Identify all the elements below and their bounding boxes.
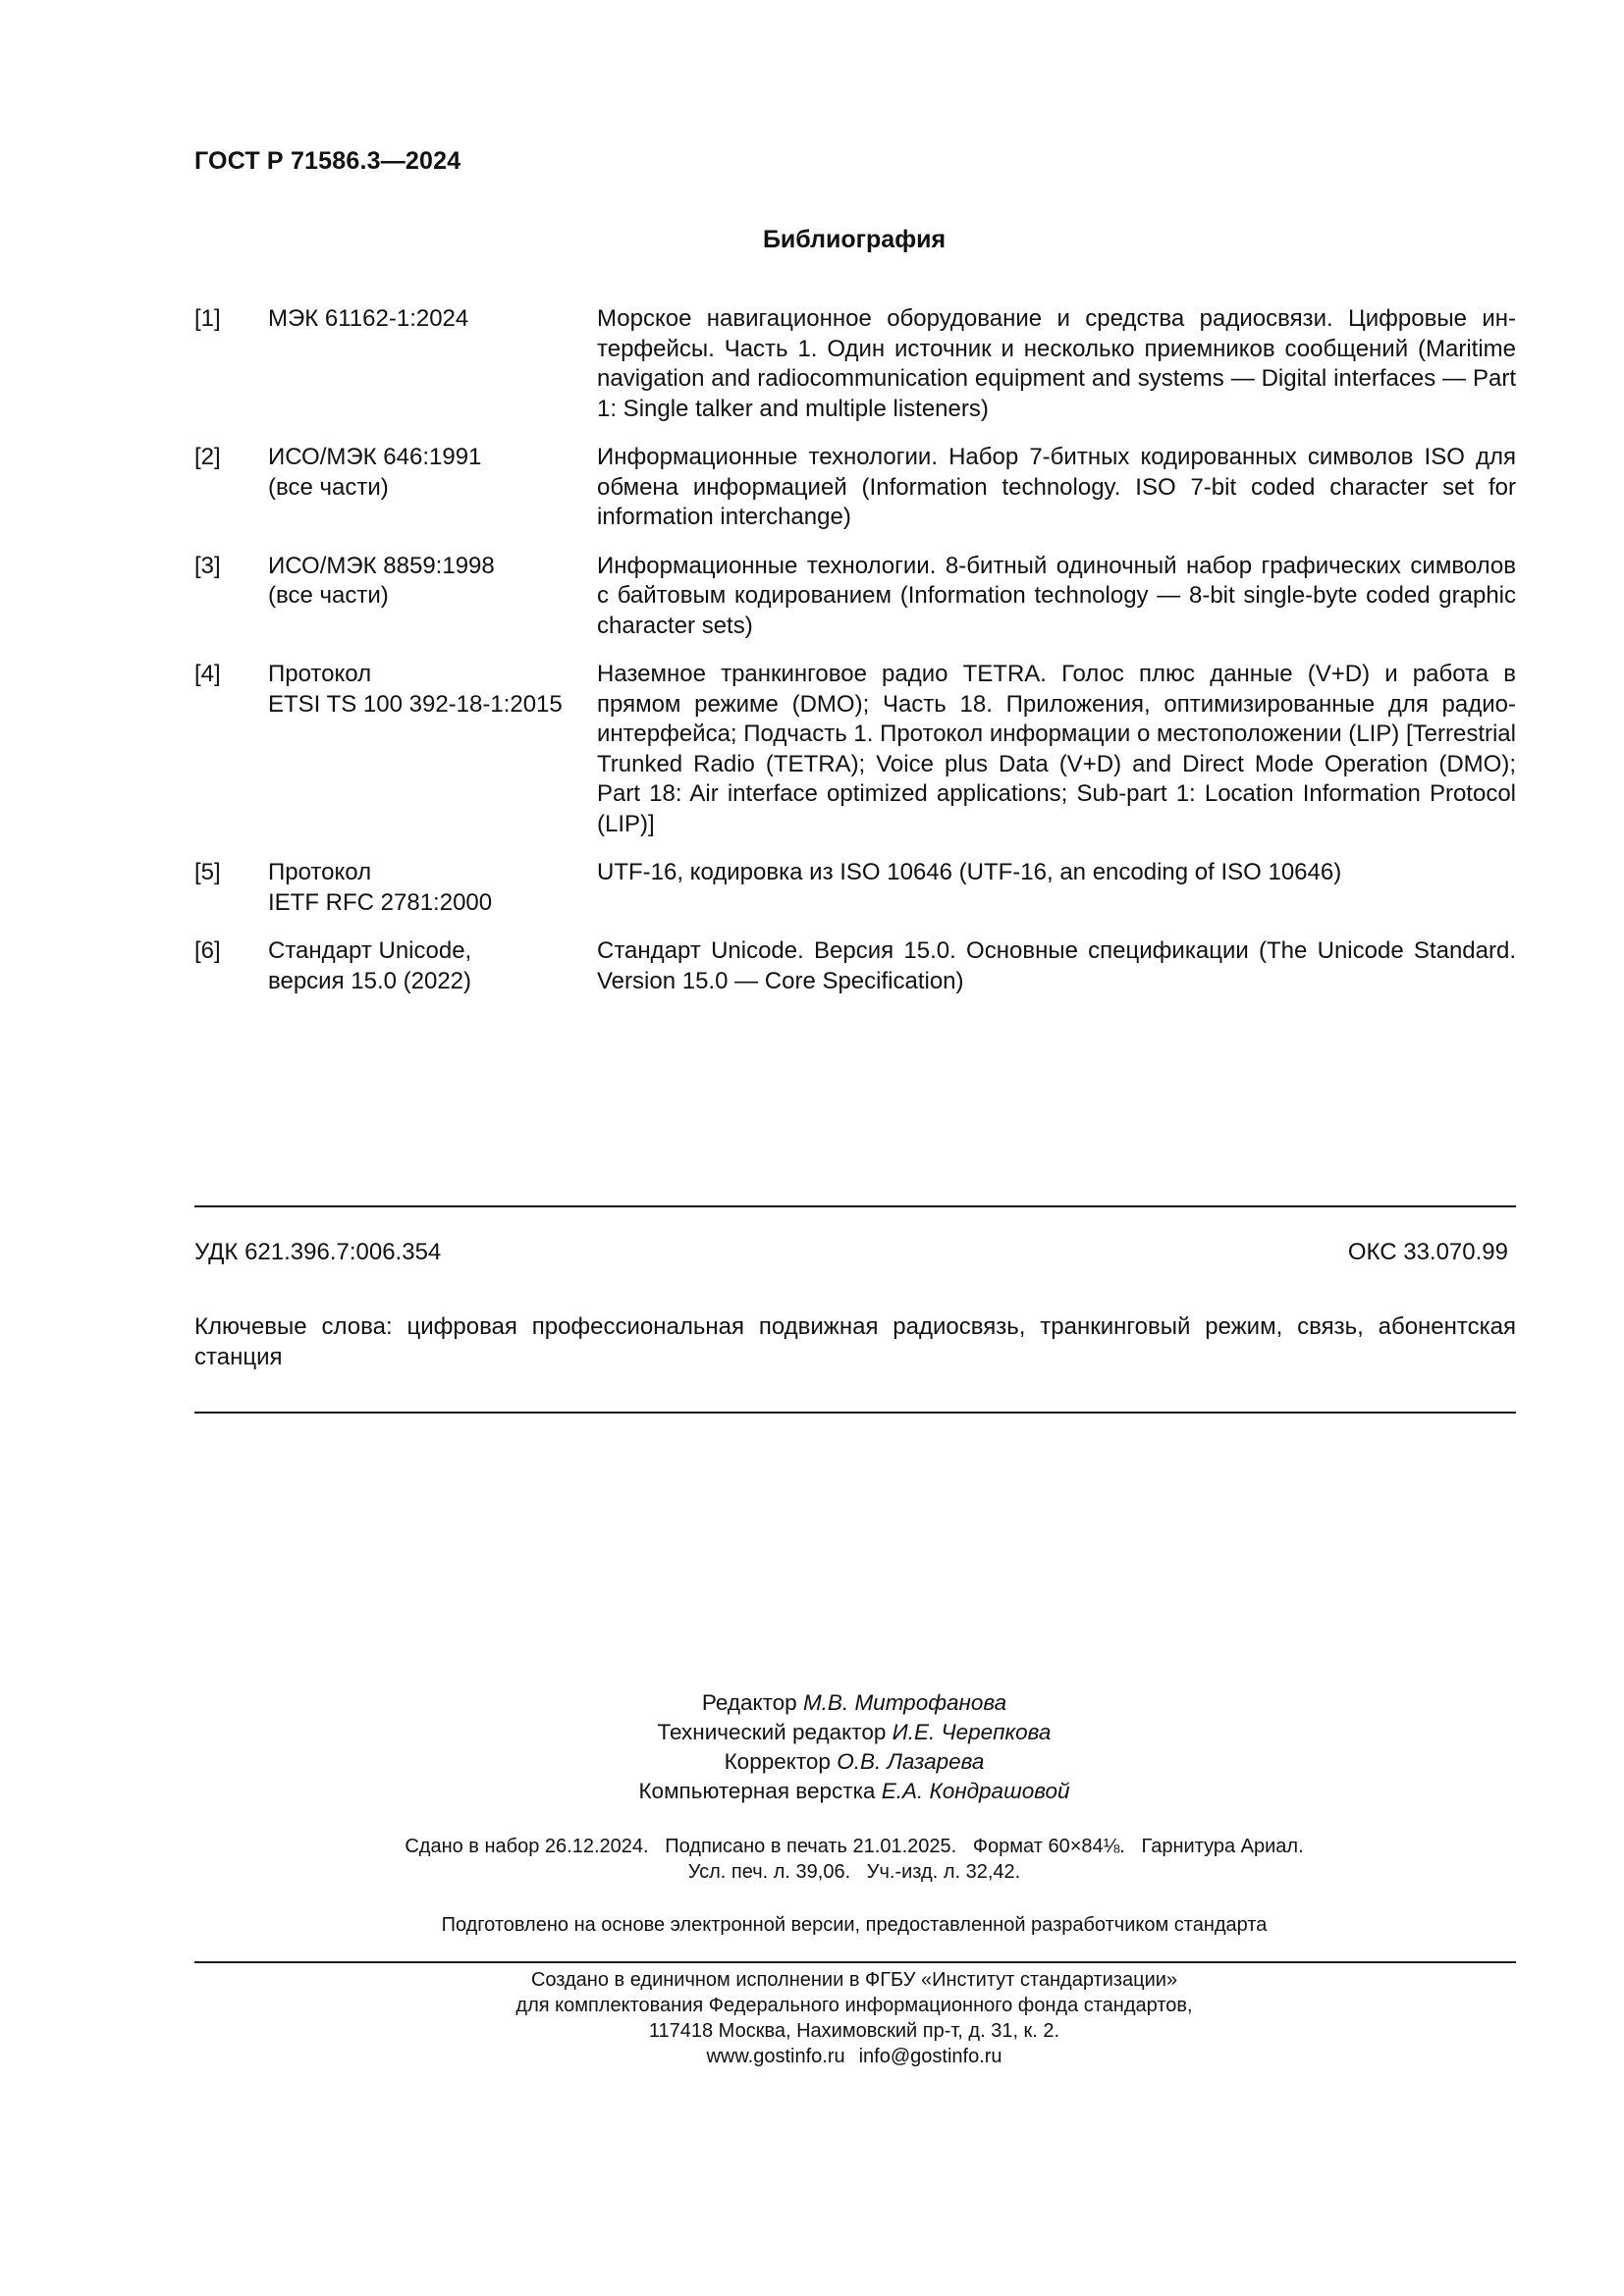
entry-reference: ИСО/МЭК 646:1991 (все части) <box>268 444 482 501</box>
credit-person: О.В. Лазарева <box>837 1749 985 1774</box>
credit-person: И.Е. Черепкова <box>892 1720 1052 1744</box>
credit-layout <box>0 1777 1624 1806</box>
credit-person: М.В. Митрофанова <box>802 1690 1007 1715</box>
entry-reference: ИСО/МЭК 8859:1998 (все части) <box>268 552 495 609</box>
entry-title: Информационные технологии. 8-битный одиночный набор графических символов с байтовым кодированием (Information technology — 8-bit single-byte coded graphic character sets) <box>597 552 1516 639</box>
publisher-info <box>0 1967 1624 2069</box>
bibliography-entry <box>194 936 1516 996</box>
entry-title: UTF-16, кодировка из ISO 10646 (UTF-16, an encoding of ISO 10646) <box>597 859 1342 885</box>
publisher-line: для комплектования Федерального информационного фонда стандартов, <box>515 1995 1193 2016</box>
credit-person: Е.А. Кондрашовой <box>881 1779 1070 1803</box>
entry-reference: МЭК 61162-1:2024 <box>268 305 469 332</box>
publisher-line: Создано в единичном исполнении в ФГБУ «Институт стандартизации» <box>530 1969 1178 1991</box>
credit-label: Компьютерная верстка <box>638 1779 876 1803</box>
credits-block <box>0 1688 1624 1806</box>
entry-reference: Стандарт Unicode, версия 15.0 (2022) <box>268 937 472 994</box>
entry-number: [4] <box>194 661 221 687</box>
entry-reference: Протокол ETSI TS 100 392-18-1:2015 <box>268 661 563 718</box>
print-info <box>0 1834 1624 1885</box>
bibliography-entry <box>194 858 1516 918</box>
entry-title: Стандарт Unicode. Версия 15.0. Основные спецификации (The Unicode Standard. Version 15.0 — Core Specification) <box>597 937 1516 994</box>
credit-tech-editor <box>0 1718 1624 1747</box>
bibliography-entry <box>194 660 1516 839</box>
publisher-address: 117418 Москва, Нахимовский пр-т, д. 31, к. 2. <box>648 2020 1060 2042</box>
print-info-line: Усл. печ. л. 39,06. Уч.-изд. л. 32,42. <box>687 1861 1021 1883</box>
print-info-line: Сдано в набор 26.12.2024. Подписано в печать 21.01.2025. Формат 60×84⅛. Гарнитура Ариал. <box>405 1836 1304 1857</box>
website-link[interactable]: www.gostinfo.ru <box>706 2046 845 2067</box>
bibliography-entry <box>194 443 1516 533</box>
bibliography-list <box>194 304 1516 1015</box>
bibliography-title: Библиография <box>762 226 947 253</box>
prepared-note: Подготовлено на основе электронной версии, предоставленной разработчиком стандарта <box>441 1914 1268 1936</box>
entry-number: [2] <box>194 444 221 470</box>
credit-label: Корректор <box>724 1749 831 1774</box>
credit-editor <box>0 1688 1624 1718</box>
divider-bottom <box>194 1961 1516 1963</box>
email-link[interactable]: info@gostinfo.ru <box>858 2046 1002 2067</box>
entry-reference: Протокол IETF RFC 2781:2000 <box>268 859 493 916</box>
entry-title: Наземное транкинговое радио TETRA. Голос плюс данные (V+D) и работа в прямом режиме (DMO); Часть 18. Приложения, оптимизированные для радиоинтерфейса; Подчасть 1. Протокол информации о местоположении (LIP) [Terrestrial Trunked Radio (TETRA); Voice plus Data (V+D) and Direct Mode Operation (DMO); Part 18: Air interface optimized applications; Sub-part 1: Location Information Protocol (LIP)] <box>597 661 1516 837</box>
entry-number: [5] <box>194 859 221 885</box>
entry-title: Информационные технологии. Набор 7-битных кодированных символов ISO для обмена информацией (Information technology. ISO 7-bit coded character set for information interchange) <box>597 444 1516 530</box>
credit-label: Технический редактор <box>657 1720 887 1744</box>
divider-keywords <box>194 1412 1516 1414</box>
entry-title: Морское навигационное оборудование и средства радиосвязи. Цифровые интерфейсы. Часть 1. Один источник и несколько приемников сообщений (Maritime navigation and radiocommunication equipment and systems — Digital interfaces — Part 1: Single talker and multiple listeners) <box>597 305 1516 422</box>
entry-number: [6] <box>194 937 221 964</box>
credit-label: Редактор <box>701 1690 797 1715</box>
credit-corrector <box>0 1747 1624 1777</box>
keywords: Ключевые слова: цифровая профессиональная подвижная радиосвязь, транкинговый режим, связь, абонентская станция <box>194 1313 1516 1370</box>
bibliography-entry <box>194 552 1516 642</box>
divider-top <box>194 1205 1516 1207</box>
bibliography-entry <box>194 304 1516 424</box>
oks-code: ОКС 33.070.99 <box>1347 1239 1508 1265</box>
udk-code: УДК 621.396.7:006.354 <box>194 1239 442 1265</box>
publisher-contacts <box>0 2044 1624 2069</box>
entry-number: [3] <box>194 552 221 579</box>
entry-number: [1] <box>194 305 221 332</box>
document-code: ГОСТ Р 71586.3—2024 <box>194 147 461 175</box>
